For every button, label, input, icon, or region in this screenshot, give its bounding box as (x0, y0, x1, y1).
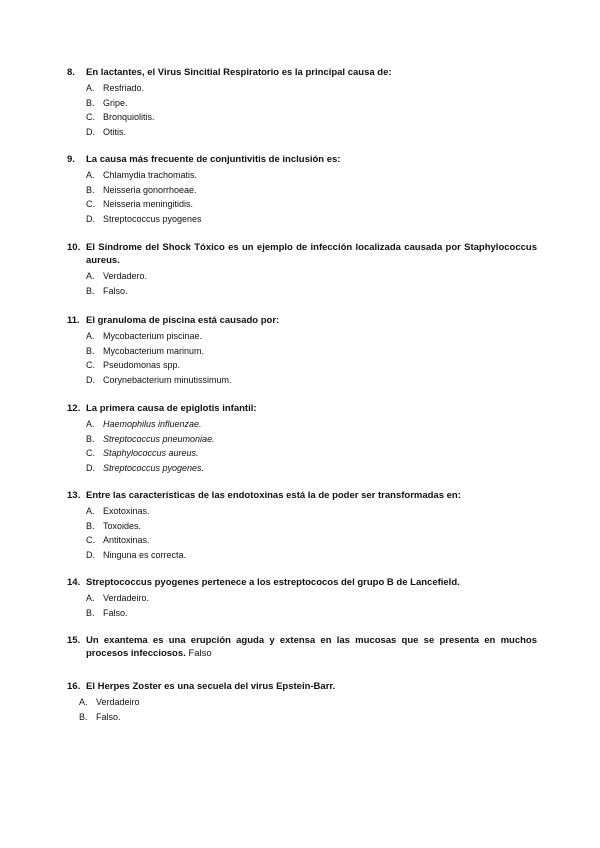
option-text: Streptococcus pyogenes. (103, 462, 205, 473)
option-list (86, 81, 537, 139)
option-c (86, 197, 537, 212)
question-text: Streptococcus pyogenes pertenece a los estreptococos del grupo B de Lancefield. (86, 577, 460, 588)
option-text: Pseudomonas spp. (103, 360, 181, 371)
option-c (86, 358, 537, 373)
option-a (86, 417, 537, 432)
question-number: 9. (67, 154, 75, 165)
option-c (86, 533, 537, 548)
option-text: Neisseria gonorrhoeae. (103, 184, 197, 195)
question-number: 11. (67, 315, 80, 326)
option-list (79, 695, 537, 724)
option-text: Toxoides. (103, 520, 142, 531)
option-letter: D. (86, 549, 95, 560)
option-text: Neisseria meningitidis. (103, 199, 194, 210)
option-list (86, 269, 537, 298)
question-number: 14. (67, 577, 81, 588)
option-letter: D. (86, 213, 95, 224)
question-12 (67, 402, 537, 475)
question-text: El granuloma de piscina está causado por: (86, 315, 280, 326)
option-letter: A. (86, 83, 95, 93)
option-b (86, 432, 537, 447)
option-text: Falso. (96, 711, 121, 722)
question-text-wrapper (86, 634, 537, 660)
question-11 (67, 314, 537, 387)
option-text: Falso. (103, 285, 128, 296)
option-b (86, 519, 537, 534)
question-number: 12. (67, 403, 81, 414)
option-letter: A. (86, 170, 95, 180)
option-list (86, 504, 537, 562)
question-13 (67, 489, 537, 562)
question-text: La causa más frecuente de conjuntivitis de inclusión es: (86, 154, 341, 165)
option-b (86, 284, 537, 299)
option-b (79, 710, 537, 725)
option-text: Haemophilus influenzae. (103, 419, 202, 429)
option-text: Ninguna es correcta. (103, 549, 187, 560)
option-d (86, 125, 537, 140)
option-text: Otitis. (103, 126, 127, 137)
option-text: Verdadero. (103, 271, 148, 281)
question-text: Un exantema es una erupción aguda y extensa en las mucosas que se presenta en muchos procesos infecciosos. (86, 635, 537, 659)
option-letter: B. (86, 184, 95, 195)
question-text: En lactantes, el Virus Sincitial Respiratorio es la principal causa de: (86, 67, 392, 78)
option-a (86, 269, 537, 284)
question-text: Entre las características de las endotoxinas está la de poder ser transformadas en: (86, 490, 461, 501)
option-a (86, 591, 537, 606)
option-letter: A. (86, 271, 95, 281)
option-letter: C. (86, 199, 95, 210)
option-c (86, 446, 537, 461)
option-letter: B. (79, 711, 88, 722)
option-b (86, 344, 537, 359)
option-list (86, 591, 537, 620)
option-c (86, 110, 537, 125)
option-b (86, 606, 537, 621)
option-text: Verdadeiro. (103, 593, 150, 603)
option-text: Streptococcus pneumoniae. (103, 433, 215, 444)
option-letter: B. (86, 285, 95, 296)
option-text: Streptococcus pyogenes (103, 213, 202, 224)
question-text: El Herpes Zoster es una secuela del virus Epstein-Barr. (86, 681, 336, 692)
option-letter: B. (86, 433, 95, 444)
option-letter: D. (86, 126, 95, 137)
option-text: Falso. (103, 607, 128, 618)
option-letter: A. (79, 697, 88, 707)
option-text: Resfriado. (103, 83, 145, 93)
option-text: Exotoxinas. (103, 506, 150, 516)
question-10 (67, 241, 537, 298)
option-text: Antitoxinas. (103, 535, 150, 546)
option-letter: B. (86, 520, 95, 531)
option-b (86, 183, 537, 198)
question-number: 13. (67, 490, 81, 501)
answer-text: Falso (188, 648, 212, 659)
option-text: Chlamydia trachomatis. (103, 170, 198, 180)
option-list (86, 329, 537, 387)
option-letter: A. (86, 419, 95, 429)
option-letter: B. (86, 97, 95, 108)
option-letter: B. (86, 345, 95, 356)
option-a (86, 81, 537, 96)
option-a (79, 695, 537, 710)
question-number: 15. (67, 635, 81, 646)
option-text: Mycobacterium marinum. (103, 345, 205, 356)
option-text: Verdadeiro (96, 697, 140, 707)
question-9 (67, 153, 537, 226)
option-text: Mycobacterium piscinae. (103, 331, 203, 341)
option-letter: C. (86, 360, 95, 371)
option-list (86, 417, 537, 475)
question-number: 16. (67, 681, 81, 692)
option-letter: C. (86, 112, 95, 123)
option-text: Corynebacterium minutissimum. (103, 374, 232, 385)
option-text: Staphylococcus aureus. (103, 448, 199, 459)
question-15 (67, 634, 537, 660)
question-number: 8. (67, 67, 75, 78)
option-d (86, 548, 537, 563)
question-8 (67, 66, 537, 139)
option-letter: D. (86, 374, 95, 385)
option-letter: A. (86, 331, 95, 341)
option-d (86, 212, 537, 227)
option-list (86, 168, 537, 226)
option-letter: A. (86, 506, 95, 516)
question-text: El Síndrome del Shock Tóxico es un ejemplo de infección localizada causada por Staphylococcus aureus. (86, 242, 537, 266)
question-16 (67, 680, 537, 724)
option-text: Bronquiolitis. (103, 112, 155, 123)
option-letter: D. (86, 462, 95, 473)
option-letter: A. (86, 593, 95, 603)
question-number: 10. (67, 242, 81, 253)
option-letter: B. (86, 607, 95, 618)
option-a (86, 504, 537, 519)
question-text: La primera causa de epiglotis infantil: (86, 403, 257, 414)
option-d (86, 373, 537, 388)
option-text: Gripe. (103, 97, 128, 108)
option-a (86, 329, 537, 344)
option-d (86, 461, 537, 476)
option-b (86, 96, 537, 111)
option-letter: C. (86, 535, 95, 546)
option-letter: C. (86, 448, 95, 459)
question-14 (67, 576, 537, 620)
option-a (86, 168, 537, 183)
